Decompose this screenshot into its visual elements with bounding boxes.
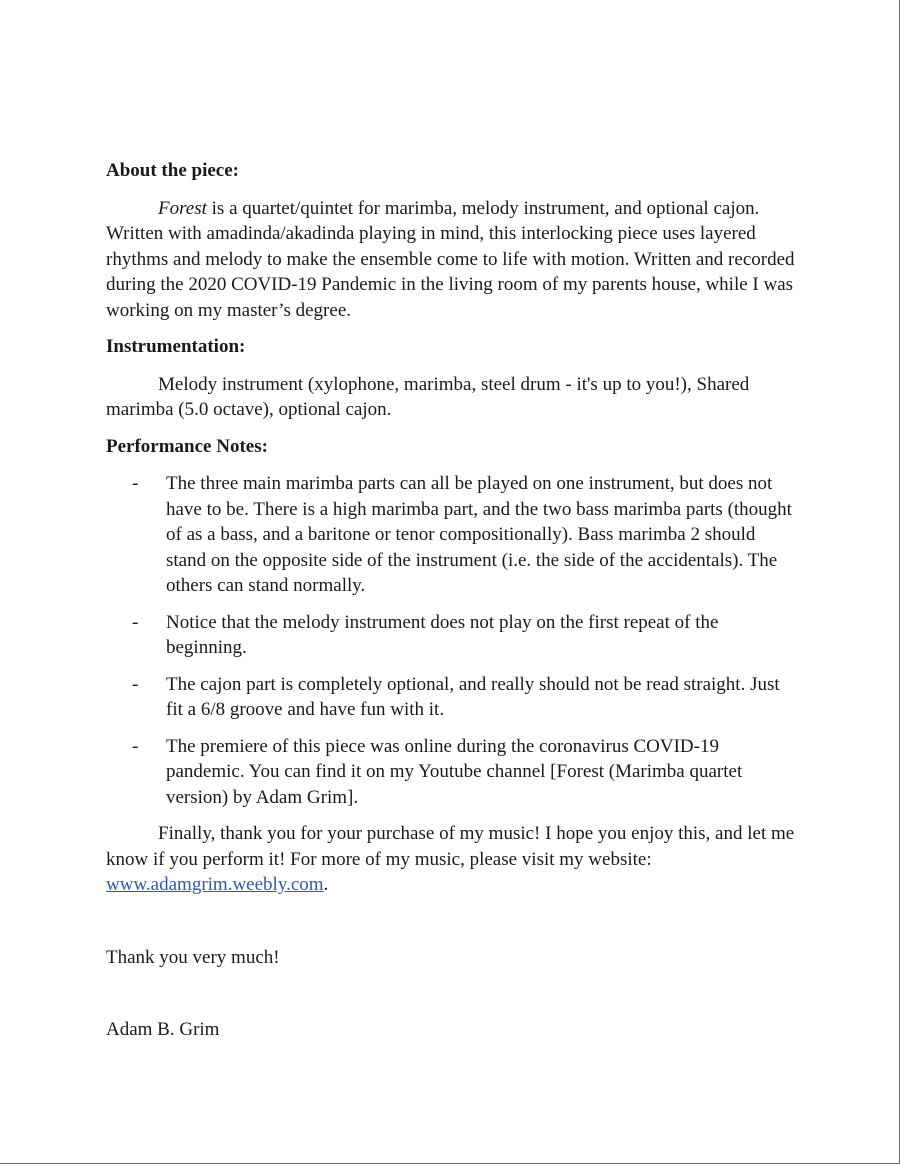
instrumentation-heading: Instrumentation: — [106, 336, 246, 357]
instrumentation-paragraph: Melody instrument (xylophone, marimba, steel drum - it's up to you!), Shared marimba (5.0 octave), optional cajon. — [106, 373, 750, 420]
about-heading: About the piece: — [106, 160, 239, 181]
bullet-dash: - — [132, 735, 139, 757]
note-text: The three main marimba parts can all be played on one instrument, but does not have to be. There is a high marimba part, and the two bass marimba parts (thought of as a bass, and a baritone or tenor compositionally). Bass marimba 2 should stand on the opposite side of the instrument (i.e. the side of the accidentals). The others can stand normally. — [166, 473, 792, 596]
list-item — [106, 672, 796, 723]
note-text: The premiere of this piece was online during the coronavirus COVID-19 pandemic. You can find it on my Youtube channel [Forest (Marimba quartet version) by Adam Grim]. — [166, 735, 743, 808]
note-text: The cajon part is completely optional, and really should not be read straight. Just fit a 6/8 groove and have fun with it. — [166, 673, 780, 720]
piece-title: Forest — [158, 197, 207, 219]
about-body: is a quartet/quintet for marimba, melody instrument, and optional cajon. Written with amadinda/akadinda playing in mind, this interlocking piece uses layered rhythms and melody to make the ensemble come to life with motion. Written and recorded during the 2020 COVID-19 Pandemic in the living room of my parents house, while I was working on my master’s degree. — [106, 197, 795, 321]
list-item — [106, 471, 796, 599]
list-item — [106, 734, 796, 811]
closing-body: Finally, thank you for your purchase of my music! I hope you enjoy this, and let me know if you perform it! For more of my music, please visit my website: — [106, 823, 795, 870]
website-link[interactable]: www.adamgrim.weebly.com — [106, 874, 324, 895]
signature: Adam B. Grim — [106, 1019, 220, 1040]
performance-notes-heading: Performance Notes: — [106, 435, 268, 457]
bullet-dash: - — [132, 473, 139, 494]
note-text: Notice that the melody instrument does not play on the first repeat of the beginning. — [166, 611, 719, 658]
bullet-dash: - — [132, 673, 139, 695]
performance-notes-list — [106, 471, 796, 810]
closing-suffix: . — [323, 874, 329, 895]
bullet-dash: - — [132, 611, 139, 633]
thank-you-line: Thank you very much! — [106, 946, 280, 968]
document-content — [106, 158, 796, 1043]
list-item — [106, 610, 796, 661]
closing-paragraph — [106, 821, 796, 898]
about-paragraph — [106, 196, 796, 324]
